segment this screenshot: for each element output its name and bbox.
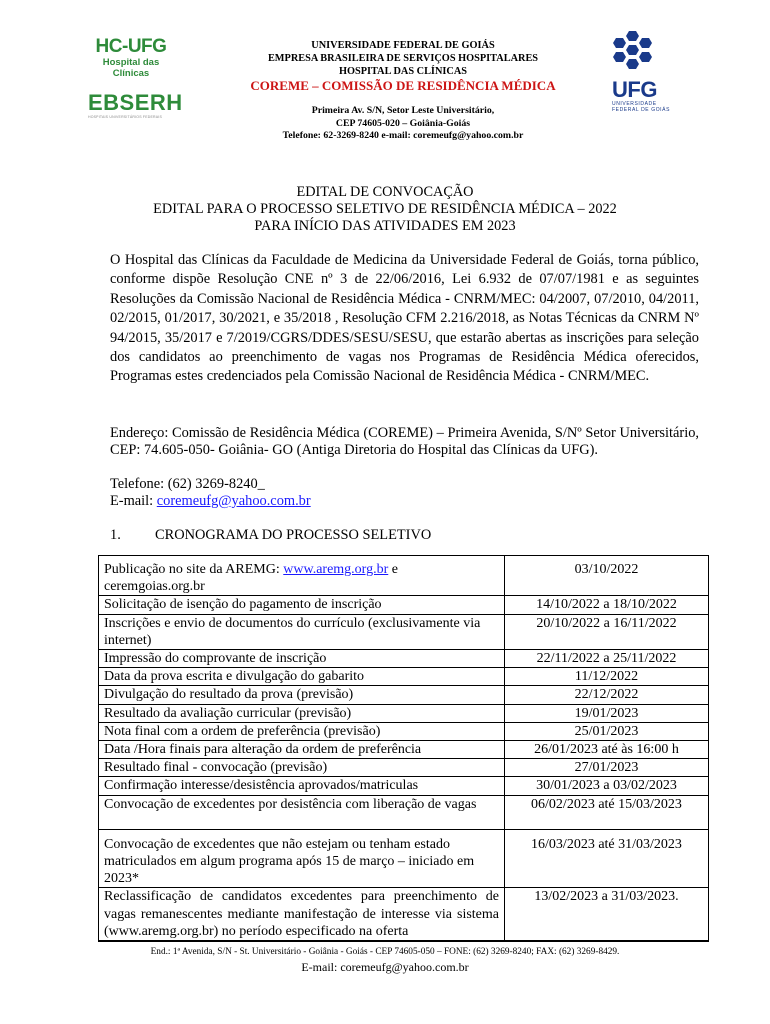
schedule-event: Nota final com a ordem de preferência (previsão) [99,722,505,740]
header-university: UNIVERSIDADE FEDERAL DE GOIÁS [311,40,495,51]
schedule-date: 25/01/2023 [505,722,709,740]
schedule-event: Confirmação interesse/desistência aprovados/matriculas [99,777,505,795]
schedule-event: Data da prova escrita e divulgação do gabarito [99,668,505,686]
schedule-event: Reclassificação de candidatos excedentes para preenchimento de vagas remanescentes mediante manifestação de interesse via sistema (www.aremg.org.br) no período especificado na oferta [99,888,505,941]
header-address [200,105,606,143]
hc-ufg-logo [86,37,176,79]
table-row [99,722,709,740]
schedule-event: Convocação de excedentes que não estejam ou tenham estado matriculados em algum programa após 15 de março – iniciado em 2023* [99,829,505,888]
schedule-event: Inscrições e envio de documentos do currículo (exclusivamente via internet) [99,614,505,649]
table-row [99,888,709,941]
table-row [99,704,709,722]
schedule-event: Impressão do comprovante de inscrição [99,650,505,668]
schedule-event: Resultado da avaliação curricular (previsão) [99,704,505,722]
schedule-date: 27/01/2023 [505,759,709,777]
schedule-date: 30/01/2023 a 03/02/2023 [505,777,709,795]
schedule-event: Data /Hora finais para alteração da ordem de preferência [99,741,505,759]
ufg-logo-sub1: UNIVERSIDADE [612,101,657,107]
footer-divider [98,941,709,942]
ufg-hexagon-icon [612,30,658,74]
schedule-date: 13/02/2023 a 31/03/2023. [505,888,709,941]
schedule-date: 22/11/2022 a 25/11/2022 [505,650,709,668]
schedule-event-text: Publicação no site da AREMG: [104,562,284,577]
table-row [99,614,709,649]
schedule-event: Convocação de excedentes por desistência com liberação de vagas [99,795,505,829]
title-line3: PARA INÍCIO DAS ATIVIDADES EM 2023 [254,218,516,234]
table-row [99,668,709,686]
schedule-event: Divulgação do resultado da prova (previsão) [99,686,505,704]
schedule-date: 16/03/2023 até 31/03/2023 [505,829,709,888]
letterhead [200,39,606,94]
hc-ufg-logo-text: HC-UFG [95,36,167,57]
footer-email: E-mail: coremeufg@yahoo.com.br [301,960,469,974]
ebserh-logo [88,91,188,119]
footer-address: End.: 1ª Avenida, S/N - St. Universitário - Goiânia - Goiás - CEP 74605-050 – FONE: (62) 3269-8240; FAX: (62) 3269-8429. [150,947,620,957]
table-row [99,777,709,795]
header-address-line3: Telefone: 62-3269-8240 e-mail: coremeufg@yahoo.com.br [282,130,524,141]
header-coreme: COREME – COMISSÃO DE RESIDÊNCIA MÉDICA [250,78,556,93]
schedule-table [98,555,709,941]
hc-ufg-logo-subtitle: Hospital das Clínicas [102,57,160,79]
ufg-logo-sub2: FEDERAL DE GOIÁS [612,107,671,113]
phone-line: Telefone: (62) 3269-8240_ [110,476,265,492]
header-company: EMPRESA BRASILEIRA DE SERVIÇOS HOSPITALARES [267,53,539,64]
address-paragraph: Endereço: Comissão de Residência Médica (COREME) – Primeira Avenida, S/Nº Setor Universitário, CEP: 74.605-050- Goiânia- GO (Antiga Diretoria do Hospital das Clínicas da UFG). [110,425,699,458]
schedule-date: 06/02/2023 até 15/03/2023 [505,795,709,829]
schedule-date: 11/12/2022 [505,668,709,686]
table-row [99,741,709,759]
title-line2: EDITAL PARA O PROCESSO SELETIVO DE RESIDÊNCIA MÉDICA – 2022 [153,201,617,217]
table-row [99,829,709,888]
table-row [99,759,709,777]
schedule-date: 22/12/2022 [505,686,709,704]
schedule-date: 26/01/2023 até às 16:00 h [505,741,709,759]
schedule-event: Solicitação de isenção do pagamento de inscrição [99,596,505,614]
ebserh-logo-word: EBSER [88,90,167,115]
ebserh-logo-text [88,91,188,115]
ebserh-logo-subtitle: HOSPITAIS UNIVERSITÁRIOS FEDERAIS [88,115,163,119]
section-number: 1. [110,527,121,543]
document-title [60,184,710,235]
header-address-line1: Primeira Av. S/N, Setor Leste Universitário, [311,105,495,116]
schedule-date: 03/10/2022 [505,556,709,596]
schedule-event-text-2: e ceremgoias.org.br [104,562,398,595]
ufg-logo [612,30,672,113]
intro-paragraph: O Hospital das Clínicas da Faculdade de Medicina da Universidade Federal de Goiás, torna público, conforme dispõe Resolução CNE nº 3 de 22/06/2016, Lei 6.932 de 07/07/1981 e as seguintes Resoluções da Comissão Nacional de Residência Médica - CNRM/MEC: 04/2007, 07/2010, 04/2011, 02/2015, 01/2017, 30/2021, e 35/2018 , Resolução CFM 2.216/2018, as Notas Técnicas da CNRM Nº 94/2015, 35/2017 e 7/2019/CGRS/DDES/SESU/SESU, que estarão abertas as inscrições para seleção dos candidatos ao preenchimento de vagas nos Programas de Residência Médica oferecidos, Programas estes credenciados pela Comissão Nacional de Residência Médica - CNRM/MEC. [110,252,699,385]
header-hospital: HOSPITAL DAS CLÍNICAS [339,66,467,77]
title-line1: EDITAL DE CONVOCAÇÃO [296,184,474,200]
section-title: CRONOGRAMA DO PROCESSO SELETIVO [155,527,432,543]
schedule-date: 19/01/2023 [505,704,709,722]
header-address-line2: CEP 74605-020 – Goiânia-Goiás [335,117,471,129]
ufg-logo-text: UFG [612,77,657,102]
ebserh-logo-letter: H [166,90,183,115]
email-link[interactable]: coremeufg@yahoo.com.br [156,493,311,509]
table-row [99,556,709,596]
aremg-link[interactable]: www.aremg.org.br [283,562,389,577]
table-row [99,795,709,829]
schedule-event: Resultado final - convocação (previsão) [99,759,505,777]
table-row [99,650,709,668]
schedule-date: 20/10/2022 a 16/11/2022 [505,614,709,649]
email-label: E-mail: [110,493,157,509]
table-row [99,686,709,704]
email-line [110,493,311,510]
schedule-date: 14/10/2022 a 18/10/2022 [505,596,709,614]
schedule-event [99,556,505,596]
table-row [99,596,709,614]
